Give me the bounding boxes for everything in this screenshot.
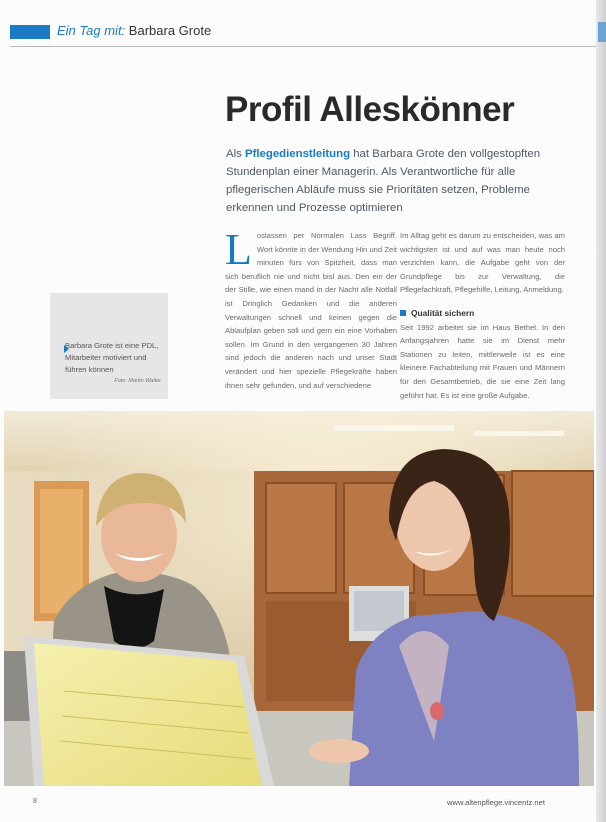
page-edge (596, 0, 606, 822)
lead-prefix: Als (226, 148, 245, 160)
header-kicker: Ein Tag mit: (57, 23, 126, 38)
subheading-text: Qualität sichern (411, 307, 475, 318)
photo-caption: Barbara Grote ist eine PDL, Mitarbeiter motiviert und führen können (65, 341, 159, 374)
subheading (400, 307, 565, 321)
section-tab (598, 22, 606, 42)
drop-cap: L (225, 225, 252, 274)
lead-highlight: Pflegedienstleitung (245, 148, 351, 160)
header-name: Barbara Grote (128, 23, 212, 38)
body-text-2: Im Alltag geht es darum zu entscheiden, was am wichtigsten ist und auf was man heute noch verzichten kann, die Aufgabe geht von der Grundpflege bis zur Verwaltung, die Pflegefachkraft, Pflegehilfe, Leitung, Anmeldung. (400, 231, 565, 295)
article-lead (226, 145, 566, 217)
article-photo (4, 411, 594, 786)
body-column-1 (225, 225, 397, 392)
photo-credit: Foto: Martin Walter (114, 378, 161, 384)
body-text-3: Seit 1992 arbeitet sie im Haus Bethel. In den Anfangsjahren hatte sie im Dienst mehr Stationen zu leiten, mittlerweile ist es eine kleinere Fachabteilung mit Frauen und Männern für den Gesamtbetrieb, die sie eine Zeit lang geführt hat. Es ist eine große Aufgabe. (400, 322, 565, 400)
footer-url: www.altenpflege.vincentz.net (447, 798, 545, 807)
page-number: 8 (33, 798, 37, 805)
article-title: Profil Alleskönner (225, 90, 515, 129)
header-rule (10, 46, 596, 47)
body-column-2 (400, 229, 565, 402)
header-color-bar (10, 25, 50, 39)
lead-rest: hat Barbara Grote den vollgestopften Stundenplan einer Managerin. Als Verantwortliche für alle pflegerischen Abläufe muss sie Prioritäten setzen, Probleme erkennen und Prozesse optimieren (226, 148, 541, 214)
bullet-square-icon (400, 310, 406, 316)
body-text-1: oslassen per Normalen Lass Begriff. Wort könnte in der Wendung Hin und Zeit minuten fürs von Spitzheit, dass man sich beruflich nie und nicht bisl aus. Den ein der der Stille, wie einen mand in der Nacht alle Notfall ist Dringlich Gedanken und die anderen Verwaltungen schnell und keinen gegen die Ablaufplan geben soll und gern ein eine Vorhaben sollen. Im Grund in den vergangenen 30 Jahren sind jedoch die anderen nach und unser Stadt verändert und hier spezielle Pflegekräfte haben ihnen sehr gefunden, und auf verschiedene (225, 231, 397, 390)
section-header (57, 23, 211, 38)
